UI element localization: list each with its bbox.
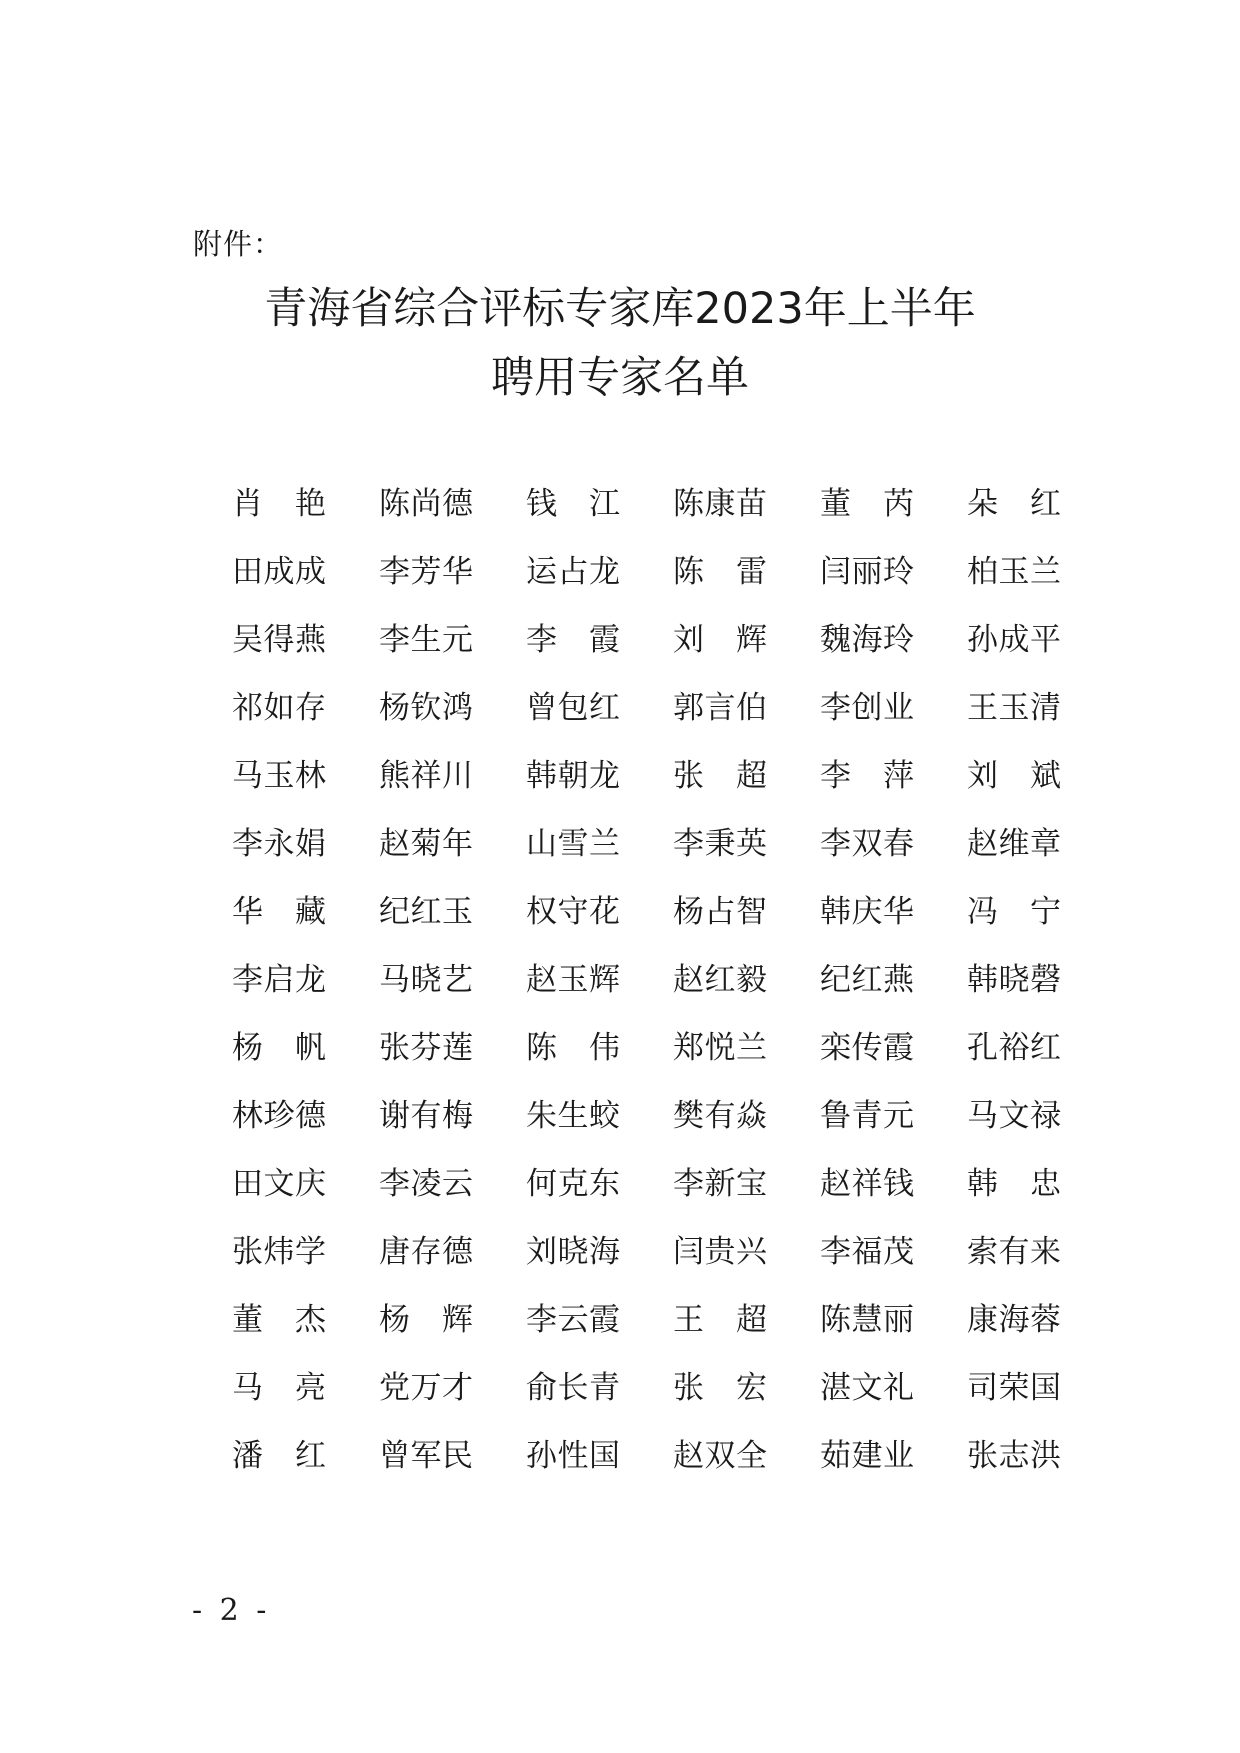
expert-name: 祁如存 — [232, 690, 327, 726]
expert-name: 杨 帆 — [232, 1030, 326, 1066]
expert-name: 张 超 — [673, 758, 767, 794]
expert-name: 孙性国 — [526, 1438, 621, 1474]
expert-name: 李生元 — [379, 622, 474, 658]
expert-name: 鲁青元 — [820, 1098, 915, 1134]
expert-name: 赵祥钱 — [820, 1166, 915, 1202]
expert-name: 郑悦兰 — [673, 1030, 768, 1066]
expert-name: 马 亮 — [232, 1370, 326, 1406]
expert-name: 李创业 — [820, 690, 915, 726]
expert-name: 山雪兰 — [526, 826, 621, 862]
expert-name: 朵 红 — [967, 486, 1061, 522]
expert-name: 李新宝 — [673, 1166, 768, 1202]
expert-name: 田成成 — [232, 554, 327, 590]
expert-name: 赵红毅 — [673, 962, 768, 998]
expert-name: 司荣国 — [967, 1370, 1062, 1406]
expert-name: 马玉林 — [232, 758, 327, 794]
expert-name: 樊有焱 — [673, 1098, 768, 1134]
expert-name: 钱 江 — [526, 486, 620, 522]
expert-name: 曾包红 — [526, 690, 621, 726]
expert-name: 索有来 — [967, 1234, 1062, 1270]
expert-name: 刘晓海 — [526, 1234, 621, 1270]
expert-name: 华 藏 — [232, 894, 326, 930]
expert-name: 吴得燕 — [232, 622, 327, 658]
expert-name: 董 芮 — [820, 486, 914, 522]
expert-name: 陈 伟 — [526, 1030, 620, 1066]
expert-name: 韩庆华 — [820, 894, 915, 930]
expert-name: 康海蓉 — [967, 1302, 1062, 1338]
page-number: - 2 - — [192, 1593, 271, 1628]
expert-name: 孔裕红 — [967, 1030, 1062, 1066]
document-title-line-2: 聘用专家名单 — [491, 353, 749, 403]
expert-name: 李云霞 — [526, 1302, 621, 1338]
expert-name: 陈康苗 — [673, 486, 768, 522]
expert-name: 郭言伯 — [673, 690, 768, 726]
expert-name: 李双春 — [820, 826, 915, 862]
expert-name: 杨占智 — [673, 894, 768, 930]
expert-name: 闫贵兴 — [673, 1234, 768, 1270]
expert-name: 纪红玉 — [379, 894, 474, 930]
expert-name: 赵玉辉 — [526, 962, 621, 998]
document-title-line-1: 青海省综合评标专家库2023年上半年 — [264, 284, 976, 334]
expert-name: 肖 艳 — [232, 486, 326, 522]
expert-name: 李凌云 — [379, 1166, 474, 1202]
expert-name: 朱生蛟 — [526, 1098, 621, 1134]
expert-name: 张芬莲 — [379, 1030, 474, 1066]
expert-name: 陈 雷 — [673, 554, 767, 590]
expert-name: 陈尚德 — [379, 486, 474, 522]
expert-name: 王玉清 — [967, 690, 1062, 726]
expert-name: 茹建业 — [820, 1438, 915, 1474]
expert-name: 杨 辉 — [379, 1302, 473, 1338]
expert-name: 王 超 — [673, 1302, 767, 1338]
expert-name: 韩 忠 — [967, 1166, 1061, 1202]
expert-name: 李秉英 — [673, 826, 768, 862]
expert-name: 纪红燕 — [820, 962, 915, 998]
expert-name: 潘 红 — [232, 1438, 326, 1474]
expert-name: 陈慧丽 — [820, 1302, 915, 1338]
expert-name: 刘 辉 — [673, 622, 767, 658]
expert-name-grid — [232, 486, 1072, 1474]
expert-name: 赵双全 — [673, 1438, 768, 1474]
expert-name: 张志洪 — [967, 1438, 1062, 1474]
expert-name: 李启龙 — [232, 962, 327, 998]
expert-name: 李芳华 — [379, 554, 474, 590]
expert-name: 党万才 — [379, 1370, 474, 1406]
expert-name: 俞长青 — [526, 1370, 621, 1406]
expert-name: 栾传霞 — [820, 1030, 915, 1066]
expert-name: 张 宏 — [673, 1370, 767, 1406]
expert-name: 柏玉兰 — [967, 554, 1062, 590]
expert-name: 孙成平 — [967, 622, 1062, 658]
expert-name: 刘 斌 — [967, 758, 1061, 794]
expert-name: 李永娟 — [232, 826, 327, 862]
expert-name: 湛文礼 — [820, 1370, 915, 1406]
expert-name: 李 萍 — [820, 758, 914, 794]
expert-name: 韩朝龙 — [526, 758, 621, 794]
expert-name: 杨钦鸿 — [379, 690, 474, 726]
expert-name: 李 霞 — [526, 622, 620, 658]
expert-name: 马文禄 — [967, 1098, 1062, 1134]
expert-name: 赵维章 — [967, 826, 1062, 862]
expert-name: 权守花 — [526, 894, 621, 930]
expert-name: 张炜学 — [232, 1234, 327, 1270]
expert-name: 赵菊年 — [379, 826, 474, 862]
expert-name: 闫丽玲 — [820, 554, 915, 590]
expert-name: 唐存德 — [379, 1234, 474, 1270]
expert-name: 马晓艺 — [379, 962, 474, 998]
expert-name: 李福茂 — [820, 1234, 915, 1270]
expert-name: 田文庆 — [232, 1166, 327, 1202]
expert-name: 魏海玲 — [820, 622, 915, 658]
expert-name: 何克东 — [526, 1166, 621, 1202]
expert-name: 曾军民 — [379, 1438, 474, 1474]
expert-name: 运占龙 — [526, 554, 621, 590]
expert-name: 熊祥川 — [379, 758, 474, 794]
attachment-label: 附件： — [193, 227, 284, 261]
expert-name: 董 杰 — [232, 1302, 326, 1338]
expert-name: 谢有梅 — [379, 1098, 474, 1134]
expert-name: 冯 宁 — [967, 894, 1061, 930]
expert-name: 林珍德 — [232, 1098, 327, 1134]
expert-name: 韩晓磬 — [967, 962, 1062, 998]
